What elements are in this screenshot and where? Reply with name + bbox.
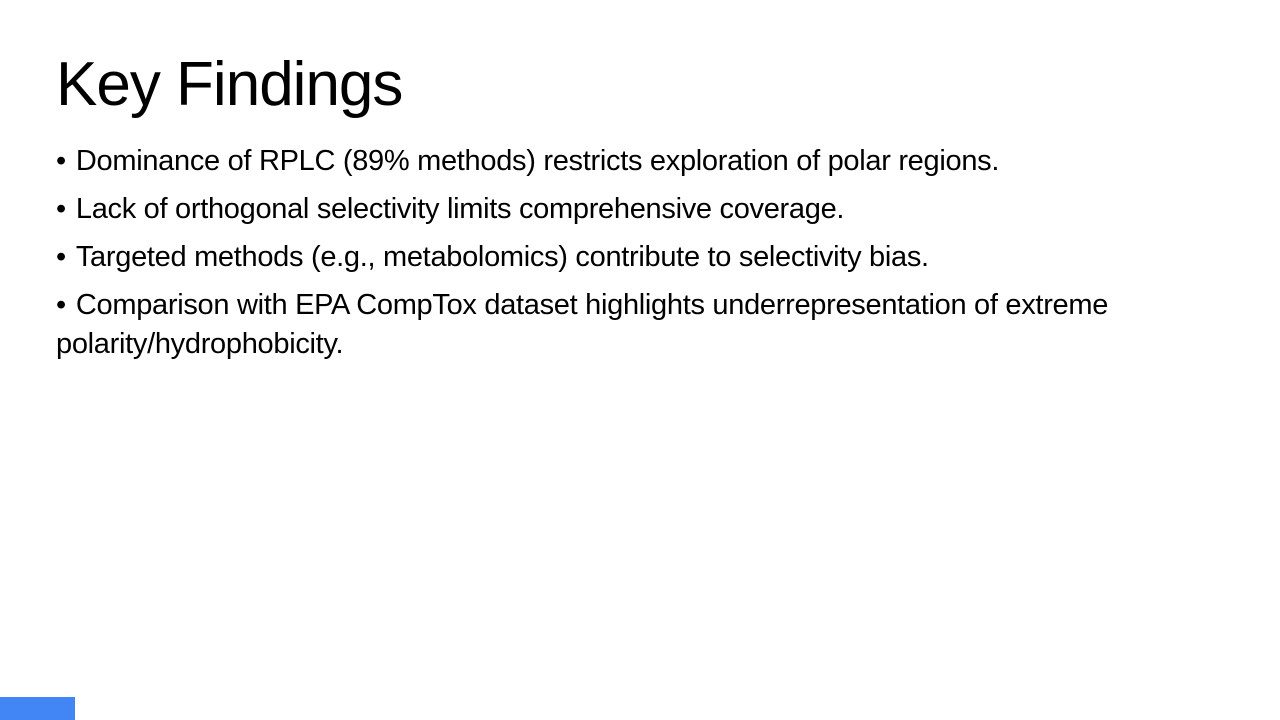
page-title: Key Findings (56, 50, 403, 119)
bullet-icon: • (56, 289, 66, 321)
list-item (56, 286, 1192, 364)
bullet-text: Targeted methods (e.g., metabolomics) contribute to selectivity bias. (75, 241, 929, 273)
list-item (56, 142, 1192, 181)
accent-bar (0, 697, 75, 720)
bullet-icon: • (56, 145, 66, 177)
bullet-list (56, 142, 1192, 373)
bullet-text: Lack of orthogonal selectivity limits comprehensive coverage. (75, 193, 845, 225)
bullet-text: Comparison with EPA CompTox dataset highlights underrepresentation of extreme polarity/hydrophobicity. (56, 289, 1109, 360)
list-item (56, 238, 1192, 277)
bullet-text: Dominance of RPLC (89% methods) restricts exploration of polar regions. (75, 145, 1000, 177)
bullet-icon: • (56, 193, 66, 225)
bullet-icon: • (56, 241, 66, 273)
list-item (56, 190, 1192, 229)
